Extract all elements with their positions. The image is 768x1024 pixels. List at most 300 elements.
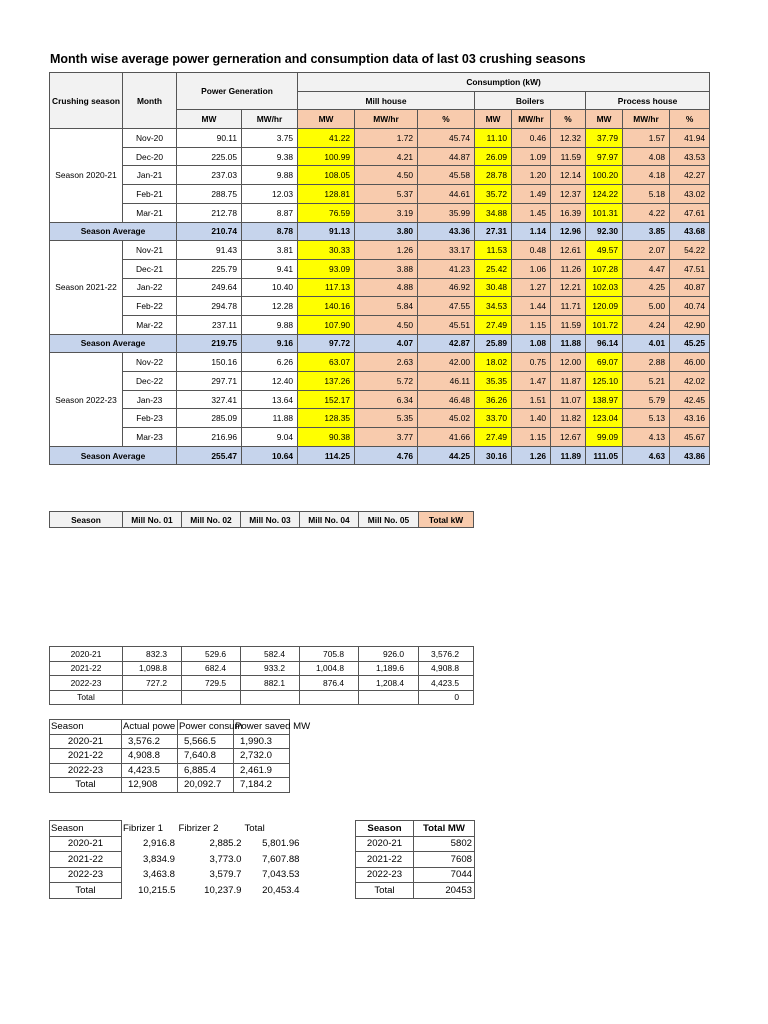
average-value-cell: 42.87 (418, 334, 475, 353)
month-cell: Mar-21 (123, 203, 177, 222)
fibrizer-row (50, 867, 302, 883)
value-cell: 5.84 (355, 297, 418, 316)
mill-season-cell: 2021-22 (50, 661, 123, 676)
value-cell: 100.20 (586, 166, 623, 185)
fibrizer-season-cell: 2021-22 (50, 852, 122, 868)
value-cell: 11.59 (551, 147, 586, 166)
average-value-cell: 8.78 (242, 222, 298, 241)
power-saved-table (49, 719, 311, 793)
average-value-cell: 12.96 (551, 222, 586, 241)
total-mw-value-cell: 20453 (414, 883, 475, 899)
month-cell: Feb-21 (123, 185, 177, 204)
fibrizer-season-cell: Total (50, 883, 122, 899)
value-cell: 12.32 (551, 129, 586, 148)
value-cell: 30.48 (475, 278, 512, 297)
mill-value-cell: 705.8 (300, 647, 359, 662)
power-value-cell: 6,885.4 (178, 763, 234, 778)
value-cell: 9.38 (242, 147, 298, 166)
season-average-row (50, 222, 710, 241)
table-row (50, 315, 710, 334)
average-value-cell: 97.72 (298, 334, 355, 353)
average-value-cell: 4.01 (623, 334, 670, 353)
fibrizer-season-cell: 2020-21 (50, 836, 122, 852)
season-average-row (50, 334, 710, 353)
average-value-cell: 11.89 (551, 446, 586, 465)
value-cell: 41.66 (418, 428, 475, 447)
value-cell: 294.78 (177, 297, 242, 316)
value-cell: 36.26 (475, 390, 512, 409)
value-cell: 12.00 (551, 353, 586, 372)
mill-season-cell: Total (50, 690, 123, 705)
fibrizer-table (49, 820, 302, 899)
average-value-cell: 1.14 (512, 222, 551, 241)
value-cell: 327.41 (177, 390, 242, 409)
value-cell: 4.08 (623, 147, 670, 166)
power-row (50, 734, 290, 749)
power-generation-header: Power Generation (177, 73, 298, 110)
average-value-cell: 96.14 (586, 334, 623, 353)
total-mw-season-cell: 2020-21 (356, 836, 414, 852)
table-row (50, 409, 710, 428)
value-cell: 93.09 (298, 259, 355, 278)
mill-header-mill-02: Mill No. 02 (182, 512, 241, 528)
average-value-cell: 255.47 (177, 446, 242, 465)
value-cell: 9.88 (242, 166, 298, 185)
value-cell: 285.09 (177, 409, 242, 428)
value-cell: 4.21 (355, 147, 418, 166)
month-cell: Nov-20 (123, 129, 177, 148)
value-cell: 47.61 (670, 203, 710, 222)
season-label: Season 2020-21 (50, 129, 123, 222)
value-cell: 6.26 (242, 353, 298, 372)
total-mw-value-cell: 7608 (414, 852, 475, 868)
boilers-header: Boilers (475, 91, 586, 110)
value-cell: 12.28 (242, 297, 298, 316)
fibrizer-value-cell: 3,463.8 (142, 869, 175, 881)
mill-value-cell (300, 690, 359, 705)
value-cell: 5.37 (355, 185, 418, 204)
value-cell: 8.87 (242, 203, 298, 222)
value-cell: 4.18 (623, 166, 670, 185)
table-row (50, 390, 710, 409)
mill-value-cell: 3,576.2 (419, 647, 474, 662)
value-cell: 288.75 (177, 185, 242, 204)
mill-value-cell: 926.0 (359, 647, 419, 662)
month-cell: Mar-23 (123, 428, 177, 447)
value-cell: 12.37 (551, 185, 586, 204)
total-mw-season-cell: 2022-23 (356, 867, 414, 883)
value-cell: 4.50 (355, 315, 418, 334)
value-cell: 34.53 (475, 297, 512, 316)
table-row (50, 372, 710, 391)
value-cell: 0.46 (512, 129, 551, 148)
value-cell: 35.72 (475, 185, 512, 204)
value-cell: 0.75 (512, 353, 551, 372)
value-cell: 11.07 (551, 390, 586, 409)
value-cell: 3.88 (355, 259, 418, 278)
value-cell: 25.42 (475, 259, 512, 278)
value-cell: 40.87 (670, 278, 710, 297)
value-cell: 42.02 (670, 372, 710, 391)
process-house-header: Process house (586, 91, 710, 110)
value-cell: 27.49 (475, 315, 512, 334)
month-cell: Nov-21 (123, 241, 177, 260)
fibrizer-value-cell: 5,801.96 (262, 838, 300, 850)
average-value-cell: 44.25 (418, 446, 475, 465)
fibrizer-row (50, 836, 302, 852)
month-cell: Mar-22 (123, 315, 177, 334)
month-cell: Jan-21 (123, 166, 177, 185)
power-header-saved-label: Power saved (235, 721, 291, 733)
value-cell: 42.00 (418, 353, 475, 372)
value-cell: 33.17 (418, 241, 475, 260)
value-cell: 97.97 (586, 147, 623, 166)
power-header-mw: MW (293, 721, 311, 733)
value-cell: 297.71 (177, 372, 242, 391)
value-cell: 107.90 (298, 315, 355, 334)
value-cell: 249.64 (177, 278, 242, 297)
power-value-cell: 1,990.3 (234, 734, 290, 749)
value-cell: 47.51 (670, 259, 710, 278)
value-cell: 125.10 (586, 372, 623, 391)
value-cell: 11.87 (551, 372, 586, 391)
table-row (50, 428, 710, 447)
average-value-cell: 210.74 (177, 222, 242, 241)
month-cell: Jan-22 (123, 278, 177, 297)
value-cell: 91.43 (177, 241, 242, 260)
total-mw-season-cell: Total (356, 883, 414, 899)
table-row (50, 297, 710, 316)
value-cell: 107.28 (586, 259, 623, 278)
fibrizer-value-cell: 2,916.8 (142, 838, 175, 850)
value-cell: 41.94 (670, 129, 710, 148)
fibrizer-header-2: Fibrizer 2 (178, 822, 219, 834)
value-cell: 101.72 (586, 315, 623, 334)
value-cell: 11.26 (551, 259, 586, 278)
mill-value-cell: 529.6 (182, 647, 241, 662)
season-average-label: Season Average (50, 334, 177, 353)
mill-header-season: Season (50, 512, 123, 528)
value-cell: 2.88 (623, 353, 670, 372)
average-value-cell: 4.76 (355, 446, 418, 465)
value-cell: 41.23 (418, 259, 475, 278)
value-cell: 43.02 (670, 185, 710, 204)
value-cell: 5.00 (623, 297, 670, 316)
value-cell: 35.35 (475, 372, 512, 391)
power-value-cell: 4,908.8 (122, 749, 178, 764)
mill-mwhr-header: MW/hr (355, 110, 418, 129)
power-row (50, 763, 290, 778)
value-cell: 12.21 (551, 278, 586, 297)
average-value-cell: 45.25 (670, 334, 710, 353)
value-cell: 16.39 (551, 203, 586, 222)
average-value-cell: 30.16 (475, 446, 512, 465)
mill-value-cell: 4,908.8 (419, 661, 474, 676)
month-cell: Jan-23 (123, 390, 177, 409)
value-cell: 5.35 (355, 409, 418, 428)
season-label: Season 2021-22 (50, 241, 123, 334)
value-cell: 1.44 (512, 297, 551, 316)
value-cell: 30.33 (298, 241, 355, 260)
average-value-cell: 10.64 (242, 446, 298, 465)
value-cell: 237.03 (177, 166, 242, 185)
average-value-cell: 43.36 (418, 222, 475, 241)
fibrizer-value-cell: 3,834.9 (142, 853, 175, 865)
mill-value-cell: 933.2 (241, 661, 300, 676)
value-cell: 2.07 (623, 241, 670, 260)
table-row (50, 203, 710, 222)
value-cell: 5.72 (355, 372, 418, 391)
month-cell: Feb-22 (123, 297, 177, 316)
value-cell: 5.21 (623, 372, 670, 391)
value-cell: 4.24 (623, 315, 670, 334)
value-cell: 101.31 (586, 203, 623, 222)
average-value-cell: 9.16 (242, 334, 298, 353)
value-cell: 4.22 (623, 203, 670, 222)
value-cell: 117.13 (298, 278, 355, 297)
month-cell: Dec-20 (123, 147, 177, 166)
value-cell: 46.92 (418, 278, 475, 297)
value-cell: 1.51 (512, 390, 551, 409)
mill-value-cell: 4,423.5 (419, 676, 474, 691)
value-cell: 137.26 (298, 372, 355, 391)
total-mw-value-cell: 5802 (414, 836, 475, 852)
fibrizer-row (50, 852, 302, 868)
value-cell: 1.45 (512, 203, 551, 222)
value-cell: 212.78 (177, 203, 242, 222)
value-cell: 123.04 (586, 409, 623, 428)
mill-value-cell: 727.2 (123, 676, 182, 691)
value-cell: 12.67 (551, 428, 586, 447)
mill-value-cell: 0 (419, 690, 474, 705)
value-cell: 128.35 (298, 409, 355, 428)
value-cell: 18.02 (475, 353, 512, 372)
value-cell: 43.53 (670, 147, 710, 166)
process-mwhr-header: MW/hr (623, 110, 670, 129)
mill-value-cell: 832.3 (123, 647, 182, 662)
value-cell: 11.10 (475, 129, 512, 148)
value-cell: 63.07 (298, 353, 355, 372)
value-cell: 140.16 (298, 297, 355, 316)
value-cell: 4.13 (623, 428, 670, 447)
fibrizer-value-cell: 7,607.88 (262, 853, 300, 865)
value-cell: 138.97 (586, 390, 623, 409)
average-value-cell: 27.31 (475, 222, 512, 241)
mill-mw-header: MW (298, 110, 355, 129)
value-cell: 5.79 (623, 390, 670, 409)
average-value-cell: 114.25 (298, 446, 355, 465)
mill-value-cell (123, 690, 182, 705)
mill-value-cell: 582.4 (241, 647, 300, 662)
value-cell: 69.07 (586, 353, 623, 372)
value-cell: 225.79 (177, 259, 242, 278)
mill-values-table (49, 646, 474, 705)
value-cell: 99.09 (586, 428, 623, 447)
fibrizer-header-total: Total (244, 822, 265, 834)
mill-value-cell: 682.4 (182, 661, 241, 676)
value-cell: 4.25 (623, 278, 670, 297)
value-cell: 102.03 (586, 278, 623, 297)
average-value-cell: 4.07 (355, 334, 418, 353)
value-cell: 9.04 (242, 428, 298, 447)
value-cell: 1.15 (512, 315, 551, 334)
mill-header-mill-05: Mill No. 05 (359, 512, 419, 528)
power-header-actual: Actual powe (122, 720, 178, 735)
value-cell: 37.79 (586, 129, 623, 148)
consumption-header: Consumption (kW) (298, 73, 710, 92)
mill-pct-header: % (418, 110, 475, 129)
average-value-cell: 3.85 (623, 222, 670, 241)
value-cell: 44.87 (418, 147, 475, 166)
value-cell: 10.40 (242, 278, 298, 297)
value-cell: 150.16 (177, 353, 242, 372)
fibrizer-value-cell: 3,579.7 (209, 869, 242, 881)
value-cell: 1.09 (512, 147, 551, 166)
value-cell: 1.06 (512, 259, 551, 278)
value-cell: 49.57 (586, 241, 623, 260)
value-cell: 45.74 (418, 129, 475, 148)
value-cell: 225.05 (177, 147, 242, 166)
value-cell: 1.47 (512, 372, 551, 391)
value-cell: 13.64 (242, 390, 298, 409)
value-cell: 11.82 (551, 409, 586, 428)
average-value-cell: 92.30 (586, 222, 623, 241)
value-cell: 11.59 (551, 315, 586, 334)
value-cell: 3.19 (355, 203, 418, 222)
value-cell: 9.88 (242, 315, 298, 334)
power-value-cell: 2,461.9 (234, 763, 290, 778)
fibrizer-value-cell: 20,453.4 (262, 884, 300, 896)
value-cell: 26.09 (475, 147, 512, 166)
mill-season-cell: 2020-21 (50, 647, 123, 662)
month-cell: Feb-23 (123, 409, 177, 428)
power-value-cell: 2,732.0 (234, 749, 290, 764)
total-mw-header-season: Season (356, 821, 414, 837)
mill-value-cell: 882.1 (241, 676, 300, 691)
mill-value-cell: 1,189.6 (359, 661, 419, 676)
power-season-cell: Total (50, 778, 122, 793)
season-average-label: Season Average (50, 446, 177, 465)
month-cell: Dec-22 (123, 372, 177, 391)
value-cell: 45.51 (418, 315, 475, 334)
season-average-row (50, 446, 710, 465)
value-cell: 4.47 (623, 259, 670, 278)
average-value-cell: 43.86 (670, 446, 710, 465)
table-row (50, 278, 710, 297)
value-cell: 11.53 (475, 241, 512, 260)
value-cell: 6.34 (355, 390, 418, 409)
mill-row (50, 647, 474, 662)
total-mw-row (356, 867, 475, 883)
value-cell: 54.22 (670, 241, 710, 260)
value-cell: 1.40 (512, 409, 551, 428)
average-value-cell: 25.89 (475, 334, 512, 353)
value-cell: 3.77 (355, 428, 418, 447)
average-value-cell: 11.88 (551, 334, 586, 353)
mill-value-cell: 1,098.8 (123, 661, 182, 676)
mill-house-header: Mill house (298, 91, 475, 110)
value-cell: 35.99 (418, 203, 475, 222)
value-cell: 45.58 (418, 166, 475, 185)
value-cell: 46.00 (670, 353, 710, 372)
value-cell: 44.61 (418, 185, 475, 204)
value-cell: 12.40 (242, 372, 298, 391)
value-cell: 3.81 (242, 241, 298, 260)
value-cell: 1.15 (512, 428, 551, 447)
value-cell: 124.22 (586, 185, 623, 204)
value-cell: 34.88 (475, 203, 512, 222)
table-row (50, 241, 710, 260)
power-value-cell: 7,184.2 (234, 778, 290, 793)
total-mw-header-total: Total MW (414, 821, 475, 837)
power-mw-header: MW (177, 110, 242, 129)
value-cell: 108.05 (298, 166, 355, 185)
fibrizer-value-cell: 2,885.2 (209, 838, 242, 850)
power-header-consumption: Power consum (179, 721, 243, 733)
month-cell: Dec-21 (123, 259, 177, 278)
value-cell: 90.11 (177, 129, 242, 148)
boilers-pct-header: % (551, 110, 586, 129)
boilers-mwhr-header: MW/hr (512, 110, 551, 129)
average-value-cell: 3.80 (355, 222, 418, 241)
month-cell: Nov-22 (123, 353, 177, 372)
mill-value-cell (241, 690, 300, 705)
mill-row (50, 690, 474, 705)
mill-value-cell: 1,208.4 (359, 676, 419, 691)
average-value-cell: 111.05 (586, 446, 623, 465)
power-mwhr-header: MW/hr (242, 110, 298, 129)
mill-value-cell: 1,004.8 (300, 661, 359, 676)
process-mw-header: MW (586, 110, 623, 129)
total-mw-season-cell: 2021-22 (356, 852, 414, 868)
value-cell: 237.11 (177, 315, 242, 334)
value-cell: 12.14 (551, 166, 586, 185)
mill-value-cell: 729.5 (182, 676, 241, 691)
value-cell: 42.45 (670, 390, 710, 409)
value-cell: 90.38 (298, 428, 355, 447)
value-cell: 41.22 (298, 129, 355, 148)
value-cell: 1.20 (512, 166, 551, 185)
value-cell: 9.41 (242, 259, 298, 278)
value-cell: 4.50 (355, 166, 418, 185)
power-value-cell: 20,092.7 (178, 778, 234, 793)
power-row (50, 778, 290, 793)
mill-row (50, 676, 474, 691)
value-cell: 28.78 (475, 166, 512, 185)
mill-value-cell: 876.4 (300, 676, 359, 691)
mill-header-table (49, 511, 474, 528)
power-season-cell: 2020-21 (50, 734, 122, 749)
value-cell: 12.61 (551, 241, 586, 260)
total-mw-row (356, 836, 475, 852)
value-cell: 152.17 (298, 390, 355, 409)
average-value-cell: 1.26 (512, 446, 551, 465)
value-cell: 5.18 (623, 185, 670, 204)
total-mw-row (356, 852, 475, 868)
value-cell: 1.49 (512, 185, 551, 204)
boilers-mw-header: MW (475, 110, 512, 129)
value-cell: 2.63 (355, 353, 418, 372)
mill-header-mill-04: Mill No. 04 (300, 512, 359, 528)
average-value-cell: 1.08 (512, 334, 551, 353)
season-average-label: Season Average (50, 222, 177, 241)
value-cell: 1.26 (355, 241, 418, 260)
table-row (50, 166, 710, 185)
process-pct-header: % (670, 110, 710, 129)
power-header-season: Season (50, 720, 122, 735)
average-value-cell: 219.75 (177, 334, 242, 353)
value-cell: 128.81 (298, 185, 355, 204)
